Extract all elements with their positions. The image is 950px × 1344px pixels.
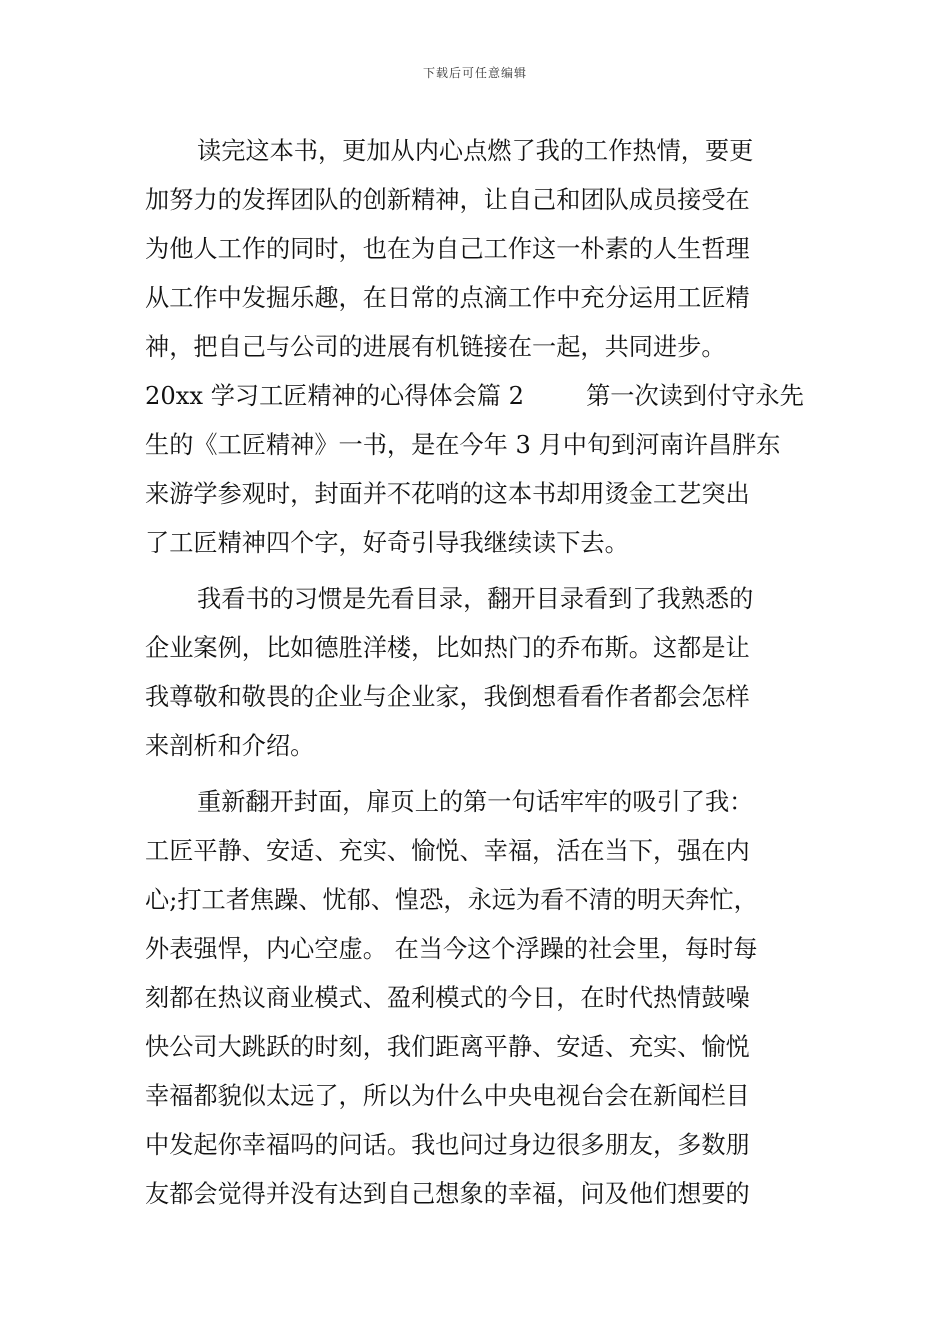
text-line: 工匠平静、安适、充实、愉悦、幸福，活在当下，强在内 [145, 837, 750, 865]
text-line: 读完这本书，更加从内心点燃了我的工作热情，要更 [197, 137, 754, 165]
text-line: 快公司大跳跃的时刻，我们距离平静、安适、充实、愉悦 [145, 1033, 750, 1061]
text-line: 神，把自己与公司的进展有机链接在一起，共同进步。 [145, 333, 726, 361]
text-line: 了工匠精神四个字，好奇引导我继续读下去。 [145, 529, 629, 557]
text-line: 企业案例，比如德胜洋楼，比如热门的乔布斯。这都是让 [145, 634, 750, 662]
section-heading: 20xx 学习工匠精神的心得体会篇 2 [145, 382, 525, 410]
text-line: 刻都在热议商业模式、盈利模式的今日，在时代热情鼓噪 [145, 984, 750, 1012]
text-line: 来剖析和介绍。 [145, 732, 315, 760]
text-line: 重新翻开封面，扉页上的第一句话牢牢的吸引了我： [197, 788, 754, 816]
page-header-note: 下载后可任意编辑 [422, 66, 527, 80]
text-line: 来游学参观时，封面并不花哨的这本书却用烫金工艺突出 [145, 480, 750, 508]
text-line: 幸福都貌似太远了，所以为什么中央电视台会在新闻栏目 [145, 1082, 750, 1110]
text-line: 为他人工作的同时，也在为自己工作这一朴素的人生哲理 [145, 235, 750, 263]
document-body [145, 127, 810, 1219]
text-line: 心;打工者焦躁、忧郁、惶恐，永远为看不清的明天奔忙， [145, 886, 758, 914]
text-line-continuation: 第一次读到付守永先 [586, 382, 804, 410]
text-line: 从工作中发掘乐趣，在日常的点滴工作中充分运用工匠精 [145, 284, 750, 312]
text-line: 友都会觉得并没有达到自己想象的幸福，问及他们想要的 [145, 1180, 750, 1208]
text-line: 加努力的发挥团队的创新精神，让自己和团队成员接受在 [145, 186, 750, 214]
text-line: 我看书的习惯是先看目录，翻开目录看到了我熟悉的 [197, 585, 754, 613]
text-line: 生的《工匠精神》一书，是在今年 3 月中旬到河南许昌胖东 [145, 431, 781, 459]
text-line: 中发起你幸福吗的问话。我也问过身边很多朋友，多数朋 [145, 1131, 750, 1159]
text-line: 外表强悍，内心空虚。 在当今这个浮躁的社会里，每时每 [145, 935, 758, 963]
section-heading-line [145, 372, 810, 421]
text-line: 我尊敬和敬畏的企业与企业家，我倒想看看作者都会怎样 [145, 683, 750, 711]
